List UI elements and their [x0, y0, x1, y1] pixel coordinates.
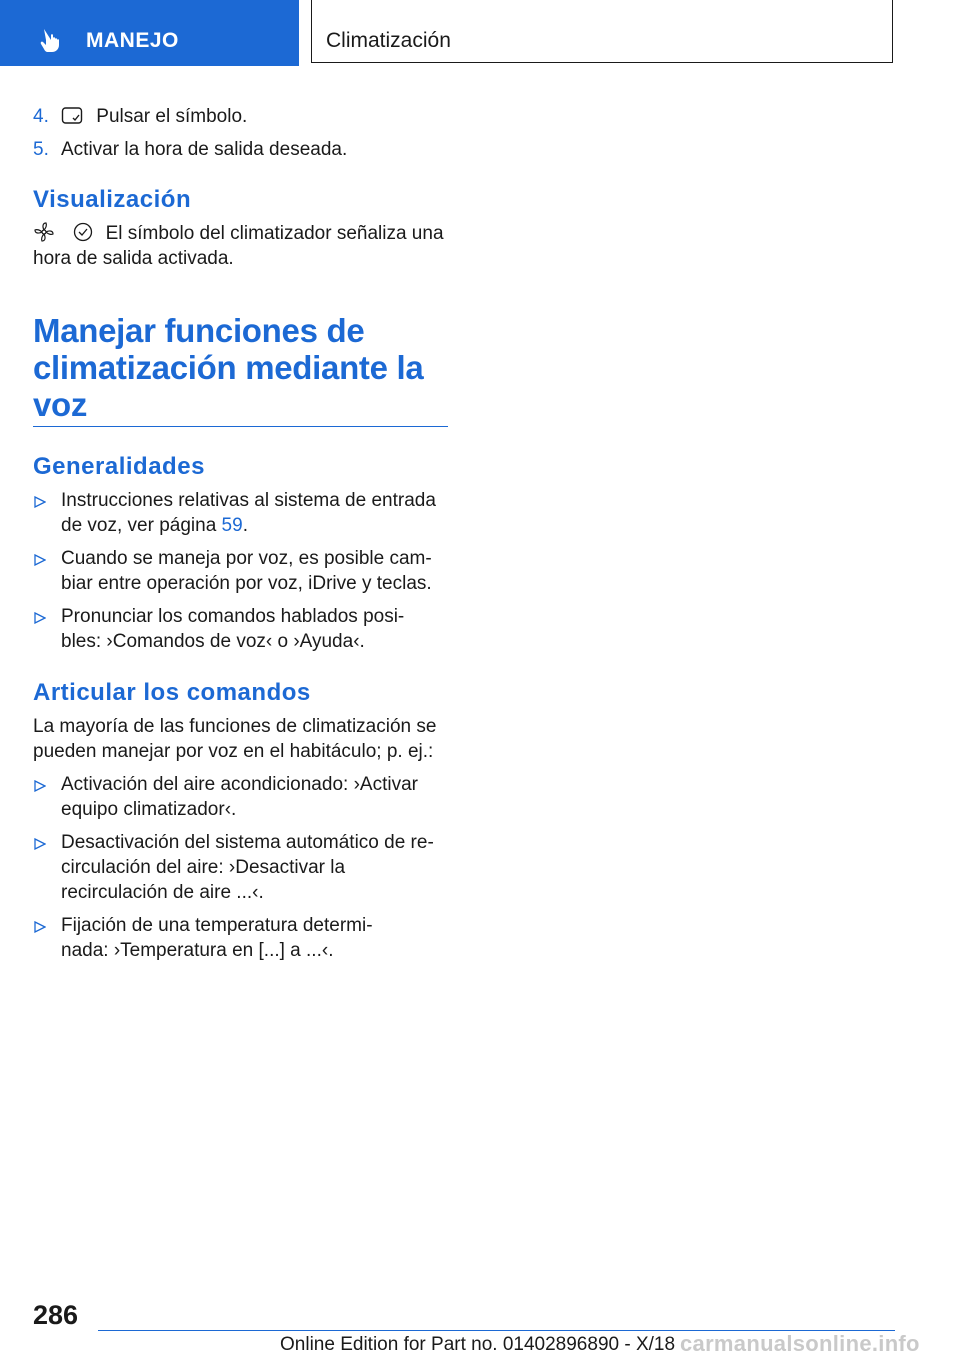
- articular-heading: Articular los comandos: [33, 679, 311, 706]
- list-item-line: Instrucciones relativas al sistema de entrada: [61, 490, 436, 511]
- list-item-line: recirculación de aire ...‹.: [61, 882, 264, 903]
- intro-line: La mayoría de las funciones de climatización se: [33, 716, 437, 737]
- step-number: 4.: [33, 106, 49, 127]
- articular-intro: [33, 714, 448, 764]
- section-tab: [0, 0, 299, 66]
- visualizacion-line: El símbolo del climatizador señaliza una: [105, 223, 444, 244]
- list-item-line: circulación del aire: ›Desactivar la: [61, 857, 346, 878]
- timer-check-icon: [61, 106, 85, 126]
- page-number: 286: [33, 1300, 79, 1330]
- list-item-line: equipo climatizador‹.: [61, 799, 237, 820]
- chapter-title: Climatización: [326, 29, 451, 52]
- main-heading-line: climatización mediante la: [33, 349, 424, 386]
- list-item: [33, 604, 448, 654]
- hand-pointer-icon: [40, 27, 66, 53]
- list-item-line: nada: ›Temperatura en [...] a ...‹.: [61, 940, 334, 961]
- step-text: Pulsar el símbolo.: [96, 106, 248, 127]
- step-item: [33, 137, 448, 162]
- generalidades-list: [33, 488, 448, 662]
- list-item: [33, 488, 448, 538]
- chapter-box: [311, 0, 893, 63]
- fan-icon: [33, 221, 55, 243]
- section-label: MANEJO: [86, 29, 179, 52]
- list-item: [33, 913, 448, 963]
- footer-edition: Online Edition for Part no. 01402896890 - X/18: [280, 1334, 676, 1355]
- step-item: [33, 104, 448, 129]
- visualizacion-text: [33, 221, 448, 271]
- main-heading-line: voz: [33, 386, 88, 423]
- list-item: [33, 772, 448, 822]
- articular-list: [33, 772, 448, 971]
- generalidades-heading: Generalidades: [33, 453, 205, 480]
- list-item-line: Pronunciar los comandos hablados posi-: [61, 606, 405, 627]
- triangle-bullet-icon: [34, 612, 46, 624]
- triangle-bullet-icon: [34, 554, 46, 566]
- steps-list: [33, 104, 448, 170]
- intro-line: pueden manejar por voz en el habitáculo; p. ej.:: [33, 741, 434, 762]
- list-item-line: bles: ›Comandos de voz‹ o ›Ayuda‹.: [61, 631, 365, 652]
- clock-check-icon: [72, 221, 94, 243]
- step-text: Activar la hora de salida deseada.: [61, 139, 348, 160]
- watermark: carmanualsonline.info: [680, 1331, 920, 1356]
- list-item-line: de voz, ver página: [61, 515, 222, 536]
- main-heading-line: Manejar funciones de: [33, 312, 365, 349]
- triangle-bullet-icon: [34, 496, 46, 508]
- list-item-line: Cuando se maneja por voz, es posible cam-: [61, 548, 432, 569]
- step-number: 5.: [33, 139, 49, 160]
- list-item-line: Activación del aire acondicionado: ›Activar: [61, 774, 418, 795]
- list-item-punct: .: [242, 515, 248, 536]
- triangle-bullet-icon: [34, 838, 46, 850]
- visualizacion-line: hora de salida activada.: [33, 248, 234, 269]
- heading-rule: [33, 426, 448, 427]
- list-item: [33, 830, 448, 905]
- list-item-line: biar entre operación por voz, iDrive y teclas.: [61, 573, 432, 594]
- list-item: [33, 546, 448, 596]
- list-item-line: Desactivación del sistema automático de re-: [61, 832, 434, 853]
- visualizacion-heading: Visualización: [33, 186, 192, 213]
- main-heading-block: [33, 312, 448, 423]
- page-header: [0, 0, 960, 66]
- triangle-bullet-icon: [34, 780, 46, 792]
- triangle-bullet-icon: [34, 921, 46, 933]
- page-link[interactable]: 59: [221, 515, 243, 536]
- list-item-line: Fijación de una temperatura determi-: [61, 915, 373, 936]
